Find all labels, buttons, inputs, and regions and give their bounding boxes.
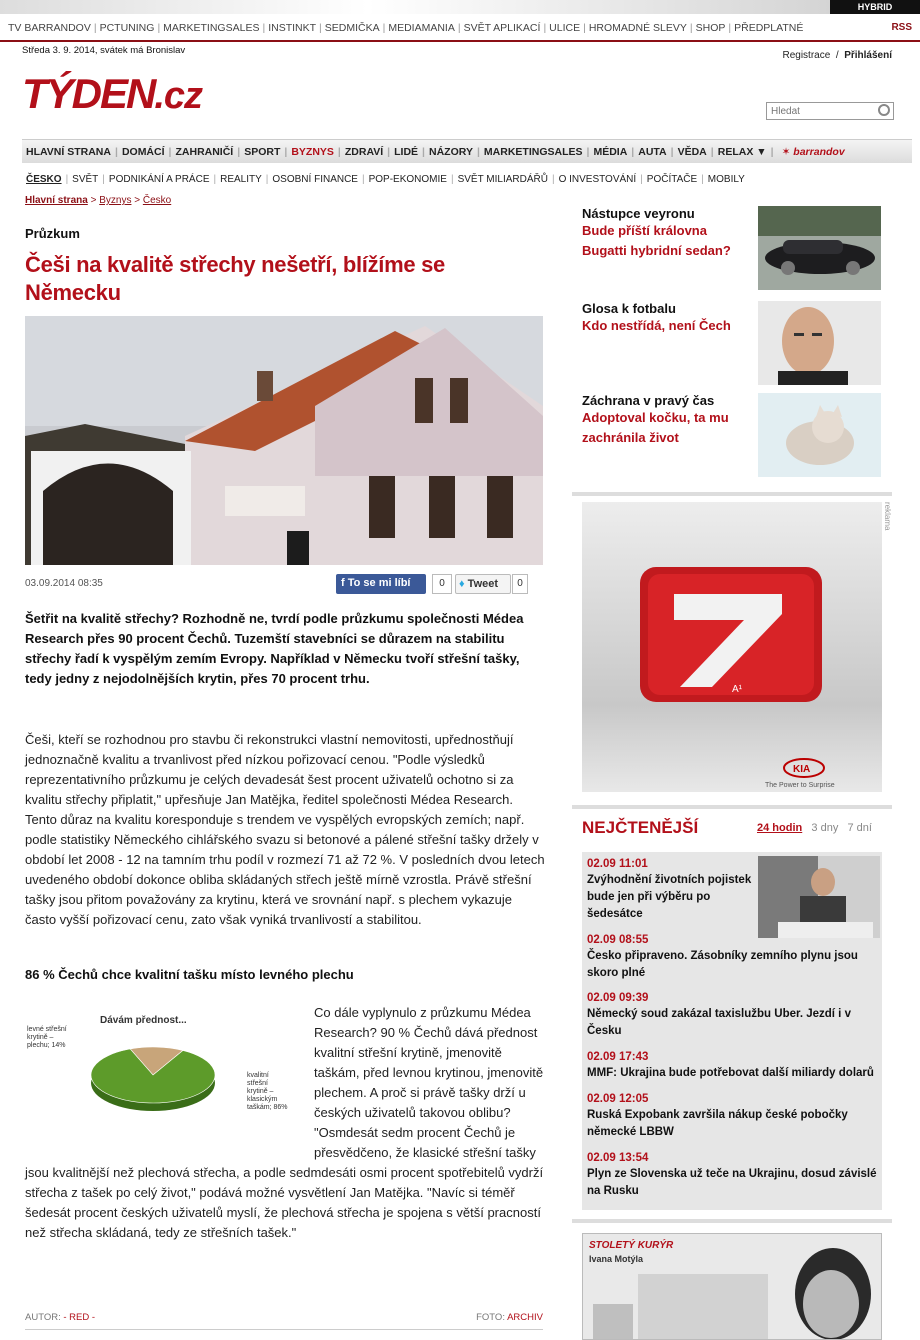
nav-separator: | (102, 173, 105, 185)
most-read-thumbnail (758, 856, 880, 938)
nav-separator: | (551, 173, 555, 185)
main-nav-item-6[interactable]: LIDÉ (394, 145, 419, 158)
nav-separator: | (583, 22, 586, 34)
article-perex: Šetřit na kvalitě střechy? Rozhodně ne, tvrdí podle průzkumu společnosti Médea Research přes 90 procent Čechů. Tuzemští stavebníci se důrazem na stabilitu střechy řadí k vyspělým zemím Evropy. Například v Německu tvoří střešní tašky, tedy jedny z nejodolnějších krytin, přes 70 procent trhu. (25, 611, 524, 686)
chart-label-plech: levné střešní krytině – plechu; 14% (27, 1026, 67, 1049)
hybrid-banner-label[interactable]: HYBRID (830, 0, 920, 14)
article-credits (25, 1312, 543, 1330)
main-nav-item-0[interactable]: HLAVNÍ STRANA (26, 145, 111, 158)
pie-chart-svg (25, 1005, 305, 1135)
tweet-button[interactable] (455, 574, 511, 594)
stolety-kuryr-box[interactable] (582, 1233, 882, 1340)
nav-separator: | (586, 145, 590, 158)
tweet-count: 0 (512, 574, 528, 594)
nav-separator: | (213, 173, 217, 185)
network-link-3[interactable]: INSTINKT (268, 22, 317, 34)
sub-nav-item-3[interactable]: REALITY (220, 173, 262, 185)
barrandov-link[interactable]: ✶ barrandov (781, 145, 845, 158)
list-item-time: 02.09 11:01 (587, 858, 648, 870)
network-link-1[interactable]: PCTUNING (99, 22, 155, 34)
main-nav-item-7[interactable]: NÁZORY (429, 145, 473, 158)
nav-separator: | (450, 173, 454, 185)
list-item-title: Zvýhodnění životních pojistek bude jen při výběru po šedesátce (587, 874, 752, 920)
main-nav-item-10[interactable]: AUTA (638, 145, 667, 158)
teaser-title: Adoptoval kočku, ta mu zachránila život (582, 410, 729, 445)
network-link-6[interactable]: SVĚT APLIKACÍ (463, 22, 541, 34)
article-date: 03.09.2014 08:35 (25, 578, 103, 589)
nav-separator: | (457, 22, 461, 34)
main-nav-item-2[interactable]: ZAHRANIČÍ (175, 145, 234, 158)
channel-sup: A¹ (732, 684, 742, 695)
list-item-time: 02.09 09:39 (587, 992, 649, 1004)
sub-nav-item-7[interactable]: O INVESTOVÁNÍ (558, 173, 637, 185)
breadcrumb-home[interactable]: Hlavní strana (25, 195, 88, 206)
list-item-title: Německý soud zakázal taxislužbu Uber. Jezdí i v Česku (587, 1008, 851, 1037)
register-link[interactable]: Registrace (782, 50, 831, 61)
house-illustration (25, 316, 543, 565)
teaser-item[interactable] (582, 301, 882, 387)
article-subheading: 86 % Čechů chce kvalitní tašku místo levného plechu (25, 967, 354, 982)
kia-logo: KIA (793, 764, 811, 775)
user-links-separator: / (835, 50, 839, 61)
kia-slogan: The Power to Surprise (765, 782, 835, 789)
nav-separator: | (382, 22, 386, 34)
breadcrumb-sep: > (131, 195, 143, 206)
twitter-icon: ♦ (459, 578, 468, 590)
list-item-time: 02.09 17:43 (587, 1051, 649, 1063)
nav-separator: | (265, 173, 269, 185)
tweet-label: Tweet (467, 578, 499, 590)
column-divider (572, 1219, 892, 1223)
most-read-tabs (757, 822, 872, 834)
teaser-title: Kdo nestřídá, není Čech (582, 318, 731, 333)
nav-separator: | (157, 22, 161, 34)
nav-separator: | (670, 145, 674, 158)
tab-7-days[interactable]: 7 dní (847, 822, 872, 834)
nav-separator: | (93, 22, 97, 34)
column-divider (572, 492, 892, 496)
current-date: Středa 3. 9. 2014, svátek má Bronislav (22, 45, 186, 56)
teaser-kicker: Záchrana v pravý čas (582, 393, 715, 408)
list-item-time: 02.09 13:54 (587, 1152, 649, 1164)
teaser-image-car (758, 206, 881, 290)
chart-label-tasky: kvalitní střešní krytině – klasickým taškám; 86% (247, 1072, 288, 1111)
sub-nav-item-1[interactable]: SVĚT (72, 173, 99, 185)
main-nav-item-1[interactable]: DOMÁCÍ (121, 145, 165, 158)
teaser-title: Bude příští královna Bugatti hybridní sedan? (582, 223, 731, 258)
stolety-title: STOLETÝ KURÝR (589, 1240, 674, 1251)
list-item[interactable] (587, 858, 757, 923)
network-link-8[interactable]: HROMADNÉ SLEVY (588, 22, 687, 34)
author-label: AUTOR: (25, 1312, 61, 1323)
user-links (782, 50, 892, 61)
teaser-image-cat (758, 393, 881, 477)
top-ad-banner[interactable] (0, 0, 920, 14)
article-body-paragraph: přesvědčeno, že klasické střešní tašky jsou kvalitnější než plechová střecha, a podle sedmdesáti osmi procent spotřebitelů vydrží střecha z tašek po celý život," podává možné vysvětlení Jan Matějka. "Navíc si téměř šedesát procent českých uživatelů myslí, že plechová střecha je spojena s větší pracností než střecha skládaná, tedy ze střešních tašek." (25, 1145, 544, 1240)
network-link-7[interactable]: ULICE (549, 22, 581, 34)
network-link-4[interactable]: SEDMIČKA (324, 22, 380, 34)
facebook-icon: f (341, 577, 348, 589)
tab-24-hours[interactable]: 24 hodin (757, 822, 803, 834)
breadcrumb-sep: > (87, 195, 100, 206)
article-photo (25, 316, 543, 565)
login-link[interactable]: Přihlášení (844, 50, 892, 61)
column-divider (572, 805, 892, 809)
main-nav-item-12[interactable]: RELAX ▼ (717, 145, 767, 158)
sub-nav-item-8[interactable]: POČÍTAČE (646, 173, 698, 185)
photo-credit: ARCHIV (507, 1312, 543, 1323)
list-item[interactable] (587, 934, 877, 982)
nav-separator: | (65, 173, 69, 185)
list-item[interactable] (587, 1051, 885, 1082)
logo-main: TÝDEN (22, 70, 155, 117)
pie-chart (25, 1005, 305, 1135)
network-link-9[interactable]: SHOP (695, 22, 726, 34)
nav-separator: | (284, 145, 288, 158)
photo-label: FOTO: (476, 1312, 505, 1323)
search-icon[interactable] (878, 104, 890, 116)
article-headline: Češi na kvalitě střechy nešetří, blížíme se Německu (25, 252, 445, 305)
sub-nav-item-4[interactable]: OSOBNÍ FINANCE (272, 173, 358, 185)
nav-separator: | (476, 145, 480, 158)
list-item-title: Plyn ze Slovenska už teče na Ukrajinu, dosud závislé na Rusku (587, 1168, 877, 1197)
nav-separator: | (319, 22, 322, 34)
stolety-author: Ivana Motýla (589, 1254, 644, 1264)
network-link-5[interactable]: MEDIAMANIA (388, 22, 455, 34)
most-read-title: NEJČTENĚJŠÍ (582, 818, 699, 837)
list-item-time: 02.09 12:05 (587, 1093, 649, 1105)
list-item[interactable] (587, 992, 877, 1040)
main-nav-item-3[interactable]: SPORT (244, 145, 281, 158)
nav-separator: | (640, 173, 643, 185)
main-nav-item-8[interactable]: MARKETINGSALES (483, 145, 583, 158)
list-item[interactable] (587, 1093, 877, 1141)
ad-banner[interactable] (582, 502, 882, 792)
nav-separator: | (361, 173, 365, 185)
channel-7-logo (582, 502, 882, 792)
teaser-kicker: Nástupce veyronu (582, 206, 695, 221)
main-nav-item-5[interactable]: ZDRAVÍ (344, 145, 384, 158)
sub-nav-item-0[interactable]: ČESKO (26, 173, 62, 185)
logo-tld: .cz (154, 75, 203, 117)
nav-separator: | (114, 145, 118, 158)
most-read-list (582, 852, 882, 1210)
rss-link[interactable]: RSS (891, 22, 912, 33)
sub-nav-item-9[interactable]: MOBILY (707, 173, 745, 185)
network-link-0[interactable]: TV BARRANDOV (8, 22, 91, 34)
list-item-time: 02.09 08:55 (587, 934, 649, 946)
main-nav-item-9[interactable]: MÉDIA (593, 145, 628, 158)
facebook-like-label: To se mi líbí (347, 577, 411, 589)
nav-separator: | (701, 173, 704, 185)
nav-separator: | (262, 22, 266, 34)
network-link-10[interactable]: PŘEDPLATNÉ (734, 22, 804, 34)
nav-separator: | (728, 22, 732, 34)
teaser-kicker: Glosa k fotbalu (582, 301, 676, 316)
main-nav-item-11[interactable]: VĚDA (677, 145, 707, 158)
facebook-like-count: 0 (432, 574, 452, 594)
main-nav (22, 139, 912, 163)
ad-label: reklama (883, 502, 892, 531)
site-logo[interactable] (22, 70, 202, 118)
article-body-paragraph: Co dále vyplynulo z průzkumu Médea Research? 90 % Čechů dává přednost kvalitní střešní krytině, jmenovitě taškám, před levnou krytinou, jmenovitě plechem. A proč si právě tašky drží u českých uživatelů takovou oblibu? "Osmdesát sedm procent Čechů je (314, 1005, 544, 1140)
article-body-paragraph: Češi, kteří se rozhodnou pro stavbu či rekonstrukci vlastní nemovitosti, upřednostňují jednoznačně kvalitu a trvanlivost před nízkou pořizovací cenou. "Podle výsledků reprezentativního průzkumu je celých devadesát šest procent uživatelů ochotno si za kvalitu střechy připlatit," upřesňuje Jan Matějka, ředitel společnosti Médea Research. Tento důraz na kvalitu koresponduje s trendem ve vyspělých evropských zemích; např. podle statistiky Německého cihlářského svazu si betonové a pálené střešní tašky držely v období let 2008 - 12 na tamním trhu podíl v rozmezí 71 až 72 %. V posledních dvou letech uvedeného období dokonce obliba skládaných střech ještě mírně vzrostla. Právě střešní tašky jsou přitom považovány za krytinu, která ve srovnání např. s plechem vykazuje často vyšší pořizovací cenu, zato však vyniká trvanlivostí a stabilitou. (25, 732, 545, 927)
nav-separator: | (422, 145, 425, 158)
sub-nav-item-2[interactable]: PODNIKÁNÍ A PRÁCE (108, 173, 210, 185)
tab-3-days[interactable]: 3 dny (811, 822, 839, 834)
chart-title: Dávám přednost... (100, 1015, 187, 1026)
nav-separator: | (387, 145, 391, 158)
nav-separator: | (168, 145, 172, 158)
network-link-2[interactable]: MARKETINGSALES (163, 22, 260, 34)
teaser-image-portrait (758, 301, 881, 385)
list-item[interactable] (587, 1152, 877, 1200)
nav-separator: | (689, 22, 693, 34)
list-item-title: MMF: Ukrajina bude potřebovat další miliardy dolarů (587, 1067, 874, 1079)
author-name: - RED - (63, 1312, 96, 1323)
main-nav-item-4[interactable]: BYZNYS (291, 145, 334, 158)
sub-nav-item-5[interactable]: POP-EKONOMIE (368, 173, 447, 185)
nav-separator: | (543, 22, 547, 34)
list-item-title: Česko připraveno. Zásobníky zemního plynu jsou skoro plné (587, 950, 858, 979)
sub-nav-item-6[interactable]: SVĚT MILIARDÁŘŮ (457, 173, 548, 185)
breadcrumb-sub[interactable]: Česko (142, 195, 172, 206)
sub-nav (22, 170, 902, 188)
teaser-item[interactable] (582, 206, 882, 292)
breadcrumb (25, 195, 171, 206)
breadcrumb-section[interactable]: Byznys (99, 195, 132, 206)
teaser-item[interactable] (582, 393, 882, 479)
nav-separator: | (770, 145, 774, 158)
nav-separator: | (237, 145, 241, 158)
search-input[interactable] (766, 102, 894, 120)
facebook-like-button[interactable] (336, 574, 426, 594)
article-kicker: Průzkum (25, 226, 80, 241)
nav-separator: | (710, 145, 714, 158)
nav-separator: | (337, 145, 341, 158)
nav-separator: | (631, 145, 635, 158)
network-bar (0, 16, 920, 42)
list-item-title: Ruská Expobank završila nákup české pobočky německé LBBW (587, 1109, 848, 1138)
